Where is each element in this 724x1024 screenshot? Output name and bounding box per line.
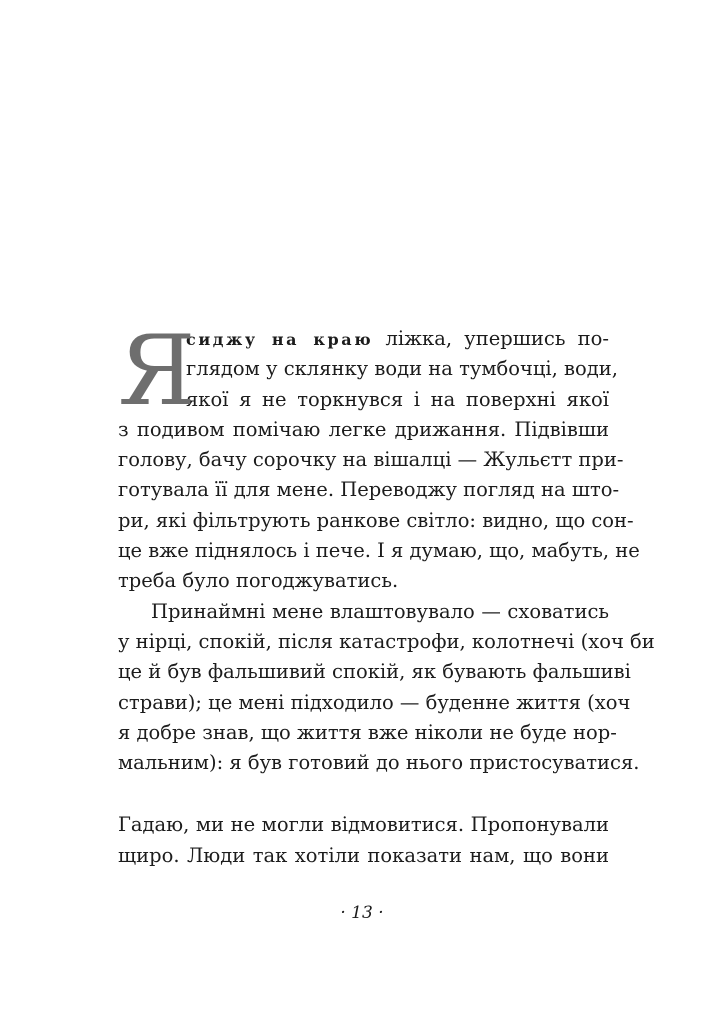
first-line-rest: ліжка, упершись по- [373, 327, 609, 350]
paragraph-line: голову, бачу сорочку на вішалці — Жульєтт при- [118, 448, 624, 472]
paragraph-line: готувала її для мене. Переводжу погляд на што- [118, 478, 620, 502]
paragraph-line: страви); це мені підходило — буденне життя (хоч [118, 690, 631, 714]
paragraph-line: це вже піднялось і пече. І я думаю, що, мабуть, не [118, 539, 640, 563]
paragraph-line: якої я не торкнувся і на поверхні якої [186, 387, 609, 411]
body-text [118, 315, 655, 871]
first-line [186, 324, 609, 354]
paragraph-line: це й був фальшивий спокій, як бувають фальшиві [118, 660, 631, 684]
paragraph-line: глядом у склянку води на тумбочці, води, [186, 357, 618, 381]
paragraph-line: Принаймні мене влаштовувало — сховатись [151, 599, 609, 623]
paragraph-line: ри, які фільтрують ранкове світло: видно, що сон- [118, 508, 634, 532]
paragraph-line: треба було погоджуватись. [118, 569, 399, 593]
paragraph-line: у нірці, спокій, після катастрофи, колотнечі (хоч би [118, 629, 655, 653]
paragraph-line: з подивом помічаю легке дрижання. Підвівши [118, 417, 609, 441]
page-number: · 13 · [340, 903, 384, 923]
lead-in-smallcaps: сиджу на краю [186, 330, 374, 349]
paragraph-line: Гадаю, ми не могли відмовитися. Пропонували [118, 813, 609, 837]
paragraph-line: я добре знав, що життя вже ніколи не буде нор- [118, 720, 617, 744]
section-break [118, 778, 609, 810]
paragraph-line: мальним): я був готовий до нього пристосуватися. [118, 751, 640, 775]
drop-cap: Я [118, 315, 196, 427]
paragraph-line: щиро. Люди так хотіли показати нам, що вони [118, 843, 609, 867]
